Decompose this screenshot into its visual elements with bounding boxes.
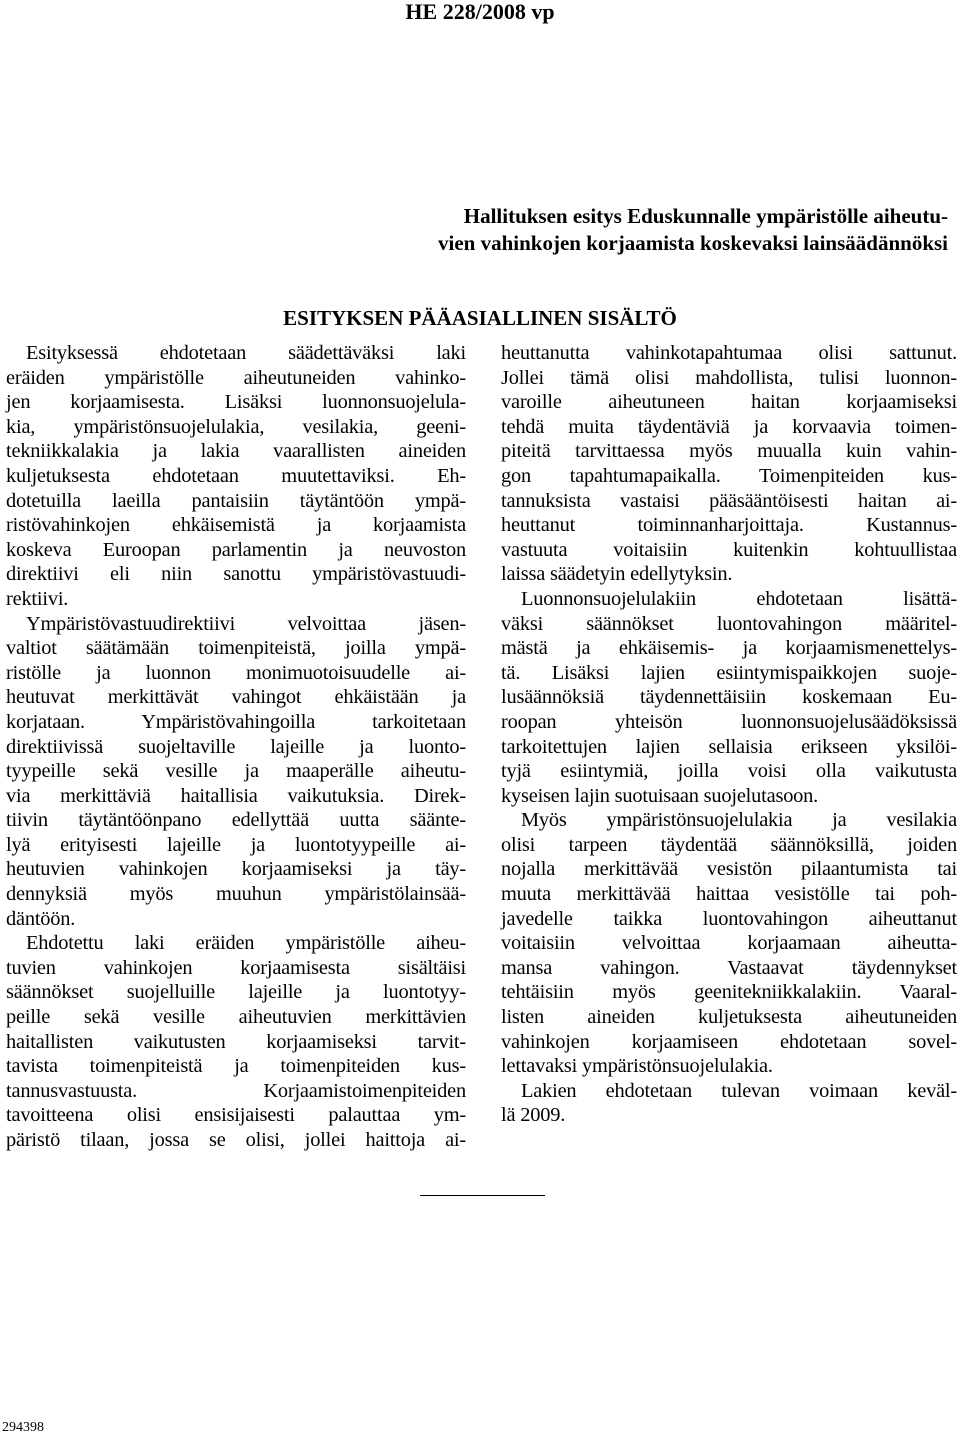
text-line: rektiivi. <box>6 587 69 610</box>
end-rule <box>420 1195 545 1196</box>
text-line: javedelle taikka luontovahingon aiheuttanut <box>501 907 957 930</box>
text-line: tekniikkalakia ja lakia vaarallisten aineiden <box>6 440 466 463</box>
text-line: mästä ja ehkäisemis- ja korjaamismenettelys- <box>501 637 957 660</box>
text-line: eräiden ympäristölle aiheutuneiden vahinko- <box>6 366 466 389</box>
title-line-2: vien vahinkojen korjaamista koskevaksi lainsäädännöksi <box>438 231 948 255</box>
text-line: olisi tarpeen täydentää säännöksillä, joiden <box>501 833 957 856</box>
text-line: tavoitteena olisi ensisijaisesti palauttaa ym- <box>6 1104 466 1127</box>
text-line: tyjä esiintymiä, joilla voisi olla vaikutusta <box>501 760 957 783</box>
document-id: HE 228/2008 vp <box>405 0 555 24</box>
text-line: muuta merkittävää haittaa vesistölle tai poh- <box>501 883 957 906</box>
text-line: Ympäristövastuudirektiivi velvoittaa jäsen- <box>26 612 466 635</box>
text-line: lusäännöksiä täydennettäisiin koskemaan Eu- <box>501 686 957 709</box>
text-line: Jollei tämä olisi mahdollista, tulisi luonnon- <box>501 366 957 389</box>
text-line: kyseisen lajin suotuisaan suojelutasoon. <box>501 784 819 807</box>
text-line: jen korjaamisesta. Lisäksi luonnonsuojelula- <box>6 391 466 414</box>
text-line: Esityksessä ehdotetaan säädettäväksi laki <box>26 342 466 364</box>
text-line: varoille aiheutuneen haitan korjaamiseksi <box>501 391 957 414</box>
text-line: piteitä tarvittaessa myös muualla kuin vahin- <box>501 440 957 463</box>
text-line: dotetuilla laeilla pantaisiin täytäntöön ympä- <box>6 489 466 512</box>
text-line: väksi säännökset luontovahingon määritel- <box>501 612 957 635</box>
text-line: däntöön. <box>6 907 76 930</box>
text-line: tannusvastuusta. Korjaamistoimenpiteiden <box>6 1079 466 1102</box>
text-line: säännökset suojelluille lajeille ja luontotyy- <box>6 981 466 1004</box>
text-line: tyypeille sekä vesille ja maaperälle aiheutu- <box>6 760 466 783</box>
text-line: tiivin täytäntöönpano edellyttää uutta säänte- <box>6 809 466 832</box>
text-line: vahinkojen korjaamiseen ehdotetaan sovel- <box>501 1030 957 1053</box>
text-line: heutuvien vahinkojen korjaamiseksi ja täy- <box>6 858 466 881</box>
text-line: lä 2009. <box>501 1104 566 1127</box>
text-line: lettavaksi ympäristönsuojelulakia. <box>501 1055 773 1078</box>
text-line: päristö tilaan, jossa se olisi, jollei haittoja ai- <box>6 1129 466 1151</box>
text-line: Myös ympäristönsuojelulakia ja vesilakia <box>521 809 957 832</box>
text-line: tehdä muita täydentäviä ja korvaavia toimen- <box>501 415 957 438</box>
text-line: peille sekä vesille aiheutuvien merkittävien <box>6 1006 466 1029</box>
text-line: listen aineiden kuljetuksesta aiheutuneiden <box>501 1006 957 1029</box>
section-heading: ESITYKSEN PÄÄASIALLINEN SISÄLTÖ <box>283 306 677 330</box>
right-column <box>501 341 957 1128</box>
text-line: roopan yhteisön luonnonsuojelusäädöksissä <box>501 710 957 733</box>
text-line: Luonnonsuojelulakiin ehdotetaan lisättä- <box>521 587 957 610</box>
text-line: lyä erityisesti lajeille ja luontotyypeille ai- <box>6 833 466 856</box>
text-line: dennyksiä myös muuhun ympäristölainsää- <box>6 883 466 906</box>
text-line: ristövahinkojen ehkäisemistä ja korjaamista <box>6 514 466 537</box>
text-line: koskeva Euroopan parlamentin ja neuvoston <box>6 538 466 561</box>
text-line: heuttanutta vahinkotapahtumaa olisi sattunut. <box>501 342 957 364</box>
page-code: 294398 <box>2 1420 44 1435</box>
text-line: laissa säädetyin edellytyksin. <box>501 563 733 586</box>
text-line: tä. Lisäksi lajien esiintymispaikkojen suoje- <box>501 661 957 684</box>
text-line: korjataan. Ympäristövahingoilla tarkoitetaan <box>6 710 466 733</box>
text-line: valtiot säätämään toimenpiteistä, joilla ympä- <box>6 637 466 660</box>
text-line: tarkoitettujen lajien sellaisia erikseen yksilöi- <box>501 735 957 758</box>
text-line: via merkittäviä haitallisia vaikutuksia. Direk- <box>6 784 466 807</box>
text-line: direktiivissä suojeltaville lajeille ja luonto- <box>6 735 466 758</box>
text-line: Ehdotettu laki eräiden ympäristölle aiheu- <box>26 932 466 955</box>
text-line: kuljetuksesta ehdotetaan muutettaviksi. Eh- <box>6 464 466 487</box>
text-line: gon tapahtumapaikalla. Toimenpiteiden kus- <box>501 464 957 487</box>
text-line: heutuvat merkittävät vahingot ehkäistään ja <box>6 686 466 709</box>
text-line: vastuuta voitaisiin kuitenkin kohtuullistaa <box>501 538 957 561</box>
text-line: mansa vahingon. Vastaavat täydennykset <box>501 956 957 979</box>
left-column <box>6 341 466 1153</box>
text-line: direktiivi eli niin sanottu ympäristövastuudi- <box>6 563 466 586</box>
text-line: nojalla merkittävää vesistön pilaantumista tai <box>501 858 957 881</box>
text-line: heuttanut toiminnanharjoittaja. Kustannus- <box>501 514 957 537</box>
text-line: haitallisten vaikutusten korjaamiseksi tarvit- <box>6 1030 466 1053</box>
document-title <box>380 203 948 257</box>
text-line: tavista toimenpiteistä ja toimenpiteiden kus- <box>6 1055 466 1078</box>
text-line: tuvien vahinkojen korjaamisesta sisältäisi <box>6 956 466 979</box>
text-line: tehtäisiin myös geenitekniikkalakiin. Vaaral- <box>501 981 957 1004</box>
title-line-1: Hallituksen esitys Eduskunnalle ympäristölle aiheutu- <box>463 204 948 228</box>
text-line: kia, ympäristönsuojelulakia, vesilakia, geeni- <box>6 415 466 438</box>
text-line: ristölle ja luonnon monimuotoisuudelle ai- <box>6 661 466 684</box>
text-line: tannuksista vastaisi pääsääntöisesti haitan ai- <box>501 489 957 512</box>
text-line: Lakien ehdotetaan tulevan voimaan keväl- <box>521 1079 957 1102</box>
text-line: voitaisiin velvoittaa korjaamaan aiheutta- <box>501 932 957 955</box>
